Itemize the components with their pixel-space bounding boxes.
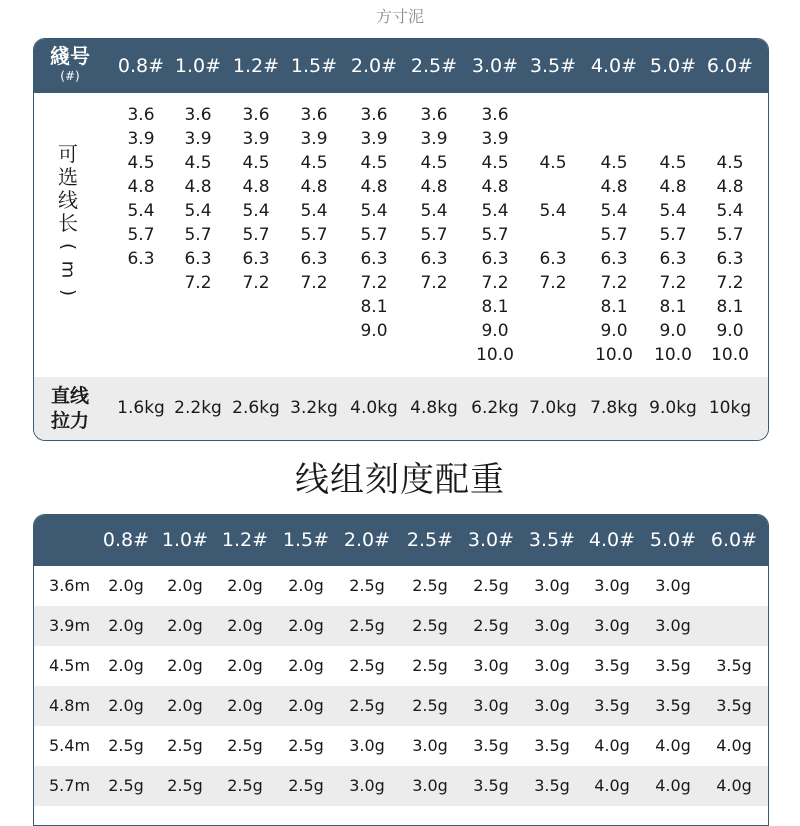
weight-value: 4.0g bbox=[594, 736, 630, 755]
length-value: 3.6 bbox=[127, 105, 155, 125]
length-value bbox=[420, 343, 447, 367]
weight-value: 2.5g bbox=[167, 736, 203, 755]
weight-value: 3.5g bbox=[716, 696, 752, 715]
weight-value: 2.0g bbox=[167, 616, 203, 635]
weight-value: 2.5g bbox=[349, 616, 385, 635]
weight-row-length: 3.6m bbox=[49, 576, 91, 595]
weight-value: 2.5g bbox=[288, 736, 324, 755]
weight-value: 2.5g bbox=[412, 656, 448, 675]
length-column bbox=[300, 103, 327, 367]
length-value: 5.7 bbox=[420, 225, 448, 245]
length-value bbox=[595, 103, 633, 127]
length-value bbox=[654, 127, 692, 151]
length-value: 8.1 bbox=[481, 297, 509, 317]
length-value: 4.8 bbox=[420, 177, 448, 197]
length-value: 8.1 bbox=[716, 297, 744, 317]
weight-row bbox=[34, 766, 768, 806]
weight-size-header: 2.0# bbox=[343, 529, 391, 551]
length-value: 5.4 bbox=[300, 201, 328, 221]
length-value: 5.7 bbox=[184, 225, 212, 245]
side-label-char: 长 bbox=[58, 211, 78, 235]
weight-size-header: 3.0# bbox=[467, 529, 515, 551]
line-size-header: 2.0# bbox=[350, 55, 398, 77]
length-value: 9.0 bbox=[360, 321, 388, 341]
length-column bbox=[184, 103, 211, 367]
weight-value: 3.0g bbox=[349, 736, 385, 755]
weight-value: 2.5g bbox=[167, 776, 203, 795]
length-value bbox=[539, 103, 566, 127]
length-value: 6.3 bbox=[360, 249, 388, 269]
weight-value: 3.0g bbox=[534, 656, 570, 675]
length-value bbox=[127, 319, 154, 343]
line-size-header: 1.0# bbox=[174, 55, 222, 77]
weight-value: 2.5g bbox=[412, 696, 448, 715]
weight-value: 2.0g bbox=[227, 696, 263, 715]
length-column bbox=[539, 103, 566, 367]
weight-size-header: 0.8# bbox=[102, 529, 150, 551]
length-value: 7.2 bbox=[539, 273, 567, 293]
line-size-header: 2.5# bbox=[410, 55, 458, 77]
length-value: 7.2 bbox=[716, 273, 744, 293]
tensile-label-line: 直线 bbox=[50, 385, 89, 407]
length-value: 7.2 bbox=[481, 273, 509, 293]
length-value: 6.3 bbox=[539, 249, 567, 269]
length-value: 4.8 bbox=[127, 177, 155, 197]
length-value: 3.6 bbox=[242, 105, 270, 125]
length-column bbox=[360, 103, 387, 367]
weight-row-length: 4.5m bbox=[49, 656, 91, 675]
length-value: 5.7 bbox=[127, 225, 155, 245]
line-size-header: 0.8# bbox=[117, 55, 165, 77]
weight-size-header: 6.0# bbox=[710, 529, 758, 551]
weight-value: 2.0g bbox=[227, 576, 263, 595]
tensile-strength-value: 9.0kg bbox=[649, 398, 697, 418]
length-value: 3.9 bbox=[242, 129, 270, 149]
length-value: 4.5 bbox=[716, 153, 744, 173]
length-value: 4.5 bbox=[600, 153, 628, 173]
length-value bbox=[127, 343, 154, 367]
line-spec-table bbox=[33, 38, 769, 441]
length-value: 6.3 bbox=[659, 249, 687, 269]
weight-value: 3.5g bbox=[655, 656, 691, 675]
weight-value: 2.0g bbox=[288, 656, 324, 675]
length-value bbox=[539, 127, 566, 151]
length-value: 4.5 bbox=[127, 153, 155, 173]
length-column bbox=[242, 103, 269, 367]
length-value bbox=[300, 319, 327, 343]
length-value: 5.4 bbox=[600, 201, 628, 221]
weight-value: 2.5g bbox=[349, 656, 385, 675]
length-value: 10.0 bbox=[654, 345, 692, 365]
weight-value: 2.0g bbox=[227, 656, 263, 675]
length-value bbox=[420, 295, 447, 319]
weight-value: 2.5g bbox=[412, 576, 448, 595]
length-value bbox=[539, 343, 566, 367]
length-value bbox=[300, 343, 327, 367]
length-value: 6.3 bbox=[420, 249, 448, 269]
weight-value: 2.0g bbox=[108, 696, 144, 715]
length-value: 5.7 bbox=[659, 225, 687, 245]
section-title: 线组刻度配重 bbox=[295, 460, 505, 500]
line-spec-header-row bbox=[34, 39, 768, 93]
length-value bbox=[242, 295, 269, 319]
line-size-header: 3.0# bbox=[471, 55, 519, 77]
length-value: 5.7 bbox=[716, 225, 744, 245]
length-value: 5.4 bbox=[420, 201, 448, 221]
weight-value: 2.0g bbox=[108, 576, 144, 595]
side-label-char: ) bbox=[57, 288, 79, 297]
length-value: 3.6 bbox=[420, 105, 448, 125]
length-value: 8.1 bbox=[659, 297, 687, 317]
length-value: 9.0 bbox=[481, 321, 509, 341]
weight-row bbox=[34, 686, 768, 726]
length-value: 6.3 bbox=[481, 249, 509, 269]
tensile-label-line: 拉力 bbox=[50, 410, 89, 432]
length-value bbox=[127, 295, 154, 319]
side-label-char: m bbox=[57, 260, 79, 279]
weight-value: 3.0g bbox=[594, 616, 630, 635]
length-value bbox=[595, 127, 633, 151]
length-value: 5.4 bbox=[481, 201, 509, 221]
length-value bbox=[242, 319, 269, 343]
weight-value: 2.0g bbox=[167, 696, 203, 715]
length-value bbox=[184, 343, 211, 367]
length-column bbox=[595, 103, 633, 367]
weight-value: 3.0g bbox=[412, 776, 448, 795]
side-label-char: 线 bbox=[58, 188, 78, 212]
weight-value: 2.0g bbox=[167, 656, 203, 675]
length-value: 7.2 bbox=[300, 273, 328, 293]
weight-row-length: 3.9m bbox=[49, 616, 91, 635]
weight-value: 2.0g bbox=[167, 576, 203, 595]
length-value: 5.4 bbox=[127, 201, 155, 221]
length-column bbox=[711, 103, 749, 367]
length-value: 10.0 bbox=[595, 345, 633, 365]
line-size-header: 4.0# bbox=[590, 55, 638, 77]
length-value bbox=[127, 271, 154, 295]
weight-size-header: 4.0# bbox=[588, 529, 636, 551]
length-value: 4.8 bbox=[242, 177, 270, 197]
length-value: 5.4 bbox=[716, 201, 744, 221]
weight-value: 2.5g bbox=[227, 736, 263, 755]
length-value: 6.3 bbox=[127, 249, 155, 269]
weight-value: 2.5g bbox=[288, 776, 324, 795]
length-value bbox=[184, 319, 211, 343]
weight-value: 2.5g bbox=[473, 616, 509, 635]
length-column bbox=[476, 103, 514, 367]
side-label-char: ( bbox=[57, 242, 79, 251]
length-value: 6.3 bbox=[242, 249, 270, 269]
length-value: 3.9 bbox=[420, 129, 448, 149]
weight-size-header: 1.2# bbox=[221, 529, 269, 551]
weight-value: 2.0g bbox=[288, 696, 324, 715]
weight-value: 4.0g bbox=[716, 736, 752, 755]
tensile-strength-label bbox=[46, 384, 94, 434]
weight-value: 2.5g bbox=[349, 696, 385, 715]
line-size-header: 3.5# bbox=[529, 55, 577, 77]
length-value: 5.7 bbox=[300, 225, 328, 245]
length-value bbox=[711, 103, 749, 127]
length-value bbox=[539, 175, 566, 199]
length-value: 4.5 bbox=[539, 153, 567, 173]
weight-value: 3.0g bbox=[534, 576, 570, 595]
weight-value: 2.0g bbox=[288, 616, 324, 635]
tensile-strength-value: 1.6kg bbox=[117, 398, 165, 418]
weight-value: 2.5g bbox=[412, 616, 448, 635]
weight-row bbox=[34, 726, 768, 766]
weight-value: 3.5g bbox=[716, 656, 752, 675]
line-number-header bbox=[42, 44, 98, 84]
weight-value: 3.5g bbox=[655, 696, 691, 715]
length-value: 8.1 bbox=[360, 297, 388, 317]
weight-size-header: 3.5# bbox=[528, 529, 576, 551]
tensile-strength-value: 4.0kg bbox=[350, 398, 398, 418]
length-value: 5.7 bbox=[481, 225, 509, 245]
tensile-strength-value: 2.6kg bbox=[232, 398, 280, 418]
length-value: 3.9 bbox=[127, 129, 155, 149]
tensile-strength-value: 10kg bbox=[708, 398, 752, 418]
weight-value: 2.0g bbox=[288, 576, 324, 595]
length-value: 6.3 bbox=[184, 249, 212, 269]
weight-value: 3.0g bbox=[473, 656, 509, 675]
length-value: 4.8 bbox=[659, 177, 687, 197]
length-value: 5.7 bbox=[242, 225, 270, 245]
length-value: 3.6 bbox=[360, 105, 388, 125]
side-label-char: 可 bbox=[58, 142, 78, 166]
length-value: 7.2 bbox=[600, 273, 628, 293]
weight-row bbox=[34, 566, 768, 606]
length-value: 4.8 bbox=[184, 177, 212, 197]
weight-value: 4.0g bbox=[594, 776, 630, 795]
length-value bbox=[300, 295, 327, 319]
tensile-strength-row bbox=[34, 377, 768, 440]
weight-value: 3.0g bbox=[655, 616, 691, 635]
weight-value: 3.0g bbox=[594, 576, 630, 595]
weight-row bbox=[34, 606, 768, 646]
length-value: 4.5 bbox=[659, 153, 687, 173]
line-number-header-unit: (#) bbox=[60, 69, 80, 83]
length-value: 7.2 bbox=[659, 273, 687, 293]
weight-value: 3.5g bbox=[534, 736, 570, 755]
weight-size-header: 2.5# bbox=[406, 529, 454, 551]
tensile-strength-value: 7.8kg bbox=[590, 398, 638, 418]
weight-value: 3.0g bbox=[473, 696, 509, 715]
line-size-header: 5.0# bbox=[649, 55, 697, 77]
length-value bbox=[539, 223, 566, 247]
length-value: 4.5 bbox=[481, 153, 509, 173]
length-value: 10.0 bbox=[476, 345, 514, 365]
length-value bbox=[184, 295, 211, 319]
weight-value: 2.5g bbox=[108, 736, 144, 755]
length-value: 7.2 bbox=[420, 273, 448, 293]
length-value: 4.8 bbox=[360, 177, 388, 197]
weight-value: 3.5g bbox=[534, 776, 570, 795]
weight-value: 3.0g bbox=[534, 696, 570, 715]
weight-value: 3.5g bbox=[473, 776, 509, 795]
weight-row-length: 5.7m bbox=[49, 776, 91, 795]
optional-length-label bbox=[52, 143, 84, 304]
weight-value: 3.0g bbox=[534, 616, 570, 635]
weight-value: 4.0g bbox=[655, 736, 691, 755]
weight-header-row bbox=[34, 515, 768, 566]
weight-value: 4.0g bbox=[716, 776, 752, 795]
length-value: 6.3 bbox=[716, 249, 744, 269]
length-value: 5.4 bbox=[360, 201, 388, 221]
weight-value: 3.5g bbox=[594, 696, 630, 715]
length-value: 5.4 bbox=[659, 201, 687, 221]
weight-size-header: 1.5# bbox=[282, 529, 330, 551]
length-value: 3.9 bbox=[184, 129, 212, 149]
length-value: 6.3 bbox=[600, 249, 628, 269]
length-value: 10.0 bbox=[711, 345, 749, 365]
length-value: 3.6 bbox=[300, 105, 328, 125]
length-value: 5.4 bbox=[539, 201, 567, 221]
length-value: 5.4 bbox=[242, 201, 270, 221]
weight-value: 3.0g bbox=[412, 736, 448, 755]
tensile-strength-value: 6.2kg bbox=[471, 398, 519, 418]
weight-value: 2.5g bbox=[108, 776, 144, 795]
weight-row-length: 4.8m bbox=[49, 696, 91, 715]
length-value: 4.8 bbox=[716, 177, 744, 197]
weight-value: 2.5g bbox=[473, 576, 509, 595]
line-number-header-label: 綫号 bbox=[50, 44, 90, 68]
length-value: 6.3 bbox=[300, 249, 328, 269]
length-value: 3.9 bbox=[300, 129, 328, 149]
length-column bbox=[420, 103, 447, 367]
weight-value: 3.0g bbox=[349, 776, 385, 795]
length-value: 5.7 bbox=[600, 225, 628, 245]
tensile-strength-value: 4.8kg bbox=[410, 398, 458, 418]
weight-table bbox=[33, 514, 769, 826]
weight-value: 2.5g bbox=[349, 576, 385, 595]
side-label-char: 选 bbox=[58, 165, 78, 189]
weight-size-header: 5.0# bbox=[649, 529, 697, 551]
length-value: 5.4 bbox=[184, 201, 212, 221]
length-column bbox=[654, 103, 692, 367]
length-value: 7.2 bbox=[242, 273, 270, 293]
brand-name: 方寸泥 bbox=[375, 7, 424, 26]
length-value bbox=[242, 343, 269, 367]
weight-row-length: 5.4m bbox=[49, 736, 91, 755]
weight-value: 2.0g bbox=[108, 656, 144, 675]
weight-value: 3.5g bbox=[594, 656, 630, 675]
tensile-strength-value: 3.2kg bbox=[290, 398, 338, 418]
tensile-strength-value: 7.0kg bbox=[529, 398, 577, 418]
length-value: 4.5 bbox=[360, 153, 388, 173]
length-value bbox=[539, 295, 566, 319]
length-value: 9.0 bbox=[600, 321, 628, 341]
length-value: 4.8 bbox=[600, 177, 628, 197]
line-size-header: 1.2# bbox=[232, 55, 280, 77]
length-value: 3.9 bbox=[360, 129, 388, 149]
length-value: 5.7 bbox=[360, 225, 388, 245]
length-value: 3.6 bbox=[481, 105, 509, 125]
length-value bbox=[654, 103, 692, 127]
length-value: 3.9 bbox=[481, 129, 509, 149]
length-value: 7.2 bbox=[360, 273, 388, 293]
line-size-header: 1.5# bbox=[290, 55, 338, 77]
weight-value: 2.5g bbox=[227, 776, 263, 795]
line-size-header: 6.0# bbox=[706, 55, 754, 77]
length-value: 3.6 bbox=[184, 105, 212, 125]
length-value: 4.5 bbox=[242, 153, 270, 173]
length-value bbox=[711, 127, 749, 151]
length-value bbox=[360, 343, 387, 367]
length-value: 4.5 bbox=[420, 153, 448, 173]
length-value: 9.0 bbox=[716, 321, 744, 341]
length-value: 4.5 bbox=[184, 153, 212, 173]
weight-value: 4.0g bbox=[655, 776, 691, 795]
length-value: 4.8 bbox=[481, 177, 509, 197]
length-value: 4.8 bbox=[300, 177, 328, 197]
weight-value: 2.0g bbox=[227, 616, 263, 635]
length-value: 9.0 bbox=[659, 321, 687, 341]
length-value: 4.5 bbox=[300, 153, 328, 173]
length-value: 7.2 bbox=[184, 273, 212, 293]
length-column bbox=[127, 103, 154, 367]
line-length-body bbox=[34, 93, 768, 377]
weight-size-header: 1.0# bbox=[161, 529, 209, 551]
weight-value: 2.0g bbox=[108, 616, 144, 635]
weight-row bbox=[34, 646, 768, 686]
length-value bbox=[539, 319, 566, 343]
weight-value: 3.5g bbox=[473, 736, 509, 755]
length-value: 8.1 bbox=[600, 297, 628, 317]
length-value bbox=[420, 319, 447, 343]
tensile-strength-value: 2.2kg bbox=[174, 398, 222, 418]
weight-value: 3.0g bbox=[655, 576, 691, 595]
